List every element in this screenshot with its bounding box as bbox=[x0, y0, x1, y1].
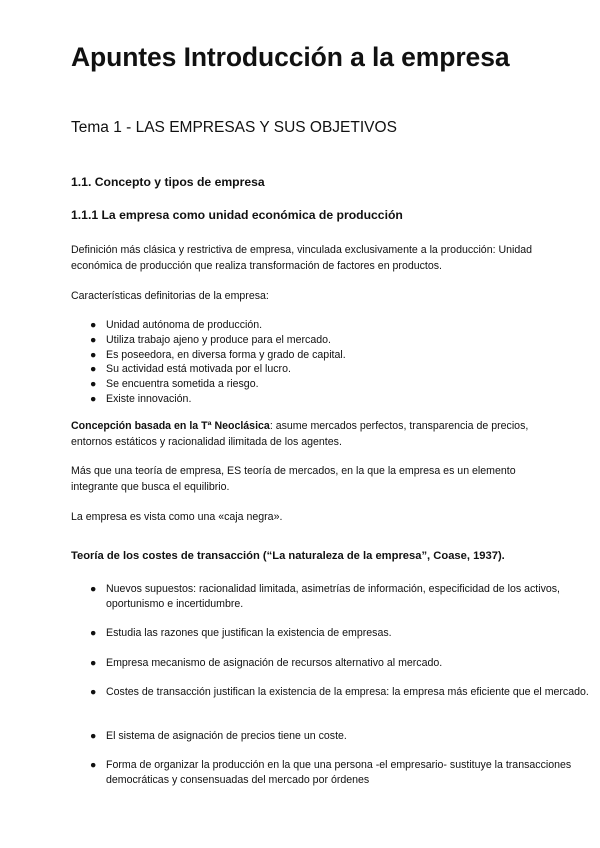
heading-costes-transaccion: Teoría de los costes de transacción (“La naturaleza de la empresa”, Coase, 1937). bbox=[71, 550, 505, 562]
list-item bbox=[71, 758, 590, 789]
bullet-icon: ● bbox=[90, 730, 97, 742]
bullet-icon: ● bbox=[90, 759, 97, 771]
bullet-icon: ● bbox=[90, 627, 97, 639]
list-item-text: Su actividad está motivada por el lucro. bbox=[106, 363, 291, 376]
caracteristicas-list bbox=[71, 318, 555, 407]
paragraph-definicion: Definición más clásica y restrictiva de empresa, vinculada exclusivamente a la producción: Unidad económica de producción que realiza transformación de factores en productos. bbox=[71, 244, 533, 272]
bullet-icon: ● bbox=[90, 378, 97, 391]
list-item bbox=[71, 656, 590, 671]
list-item-text: Nuevos supuestos: racionalidad limitada, asimetrías de información, especificidad de los activos, oportunismo e incertidumbre. bbox=[106, 583, 560, 611]
neoclasica-bold-text: Concepción basada en la Tª Neoclásica bbox=[71, 420, 270, 432]
list-item-text: Empresa mecanismo de asignación de recursos alternativo al mercado. bbox=[106, 657, 443, 669]
list-item bbox=[71, 318, 555, 333]
list-item-text: Estudia las razones que justifican la existencia de empresas. bbox=[106, 627, 392, 639]
paragraph-caracteristicas: Características definitorias de la empresa: bbox=[71, 290, 269, 302]
list-item-text: Es poseedora, en diversa forma y grado de capital. bbox=[106, 348, 346, 361]
list-item bbox=[71, 348, 555, 363]
list-item bbox=[71, 392, 555, 407]
list-item bbox=[71, 582, 590, 613]
bullet-icon: ● bbox=[90, 686, 97, 698]
paragraph-neoclasica bbox=[71, 419, 555, 450]
list-item-text: Existe innovación. bbox=[106, 392, 192, 405]
list-item-text: Utiliza trabajo ajeno y produce para el mercado. bbox=[106, 333, 331, 346]
document-title: Apuntes Introducción a la empresa bbox=[71, 42, 510, 72]
list-item bbox=[71, 362, 555, 377]
list-item-text: Forma de organizar la producción en la que una persona -el empresario- sustituye la transacciones democráticas y consensuadas del mercado por órdenes bbox=[106, 759, 572, 787]
list-item bbox=[71, 333, 555, 348]
bullet-icon: ● bbox=[90, 657, 97, 669]
neoclasica-text: : asume mercados perfectos, transparencia de precios, entornos estáticos y racionalidad ilimitada de los agentes. bbox=[71, 420, 529, 448]
heading-section-1-1: 1.1. Concepto y tipos de empresa bbox=[71, 175, 265, 189]
list-item-text: Unidad autónoma de producción. bbox=[106, 319, 263, 331]
list-item bbox=[71, 377, 555, 392]
list-item bbox=[71, 729, 590, 744]
bullet-icon: ● bbox=[90, 583, 97, 595]
heading-section-1-1-1: 1.1.1 La empresa como unidad económica de producción bbox=[71, 208, 403, 222]
paragraph-mas-que-teoria: Más que una teoría de empresa, ES teoría de mercados, en la que la empresa es un elemento integrante que busca el equilibrio. bbox=[71, 465, 516, 493]
list-item-text: Costes de transacción justifican la existencia de la empresa: la empresa más eficiente que el mercado. bbox=[106, 686, 589, 698]
bullet-icon: ● bbox=[90, 392, 97, 405]
bullet-icon: ● bbox=[90, 333, 97, 346]
list-item bbox=[71, 685, 590, 700]
list-item-text: Se encuentra sometida a riesgo. bbox=[106, 378, 259, 391]
bullet-icon: ● bbox=[90, 348, 97, 361]
heading-tema-1: Tema 1 - LAS EMPRESAS Y SUS OBJETIVOS bbox=[71, 119, 397, 136]
list-item bbox=[71, 626, 590, 641]
paragraph-caja-negra: La empresa es vista como una «caja negra». bbox=[71, 511, 283, 523]
bullet-icon: ● bbox=[90, 363, 97, 376]
bullet-icon: ● bbox=[90, 319, 97, 331]
list-item-text: El sistema de asignación de precios tiene un coste. bbox=[106, 730, 347, 742]
